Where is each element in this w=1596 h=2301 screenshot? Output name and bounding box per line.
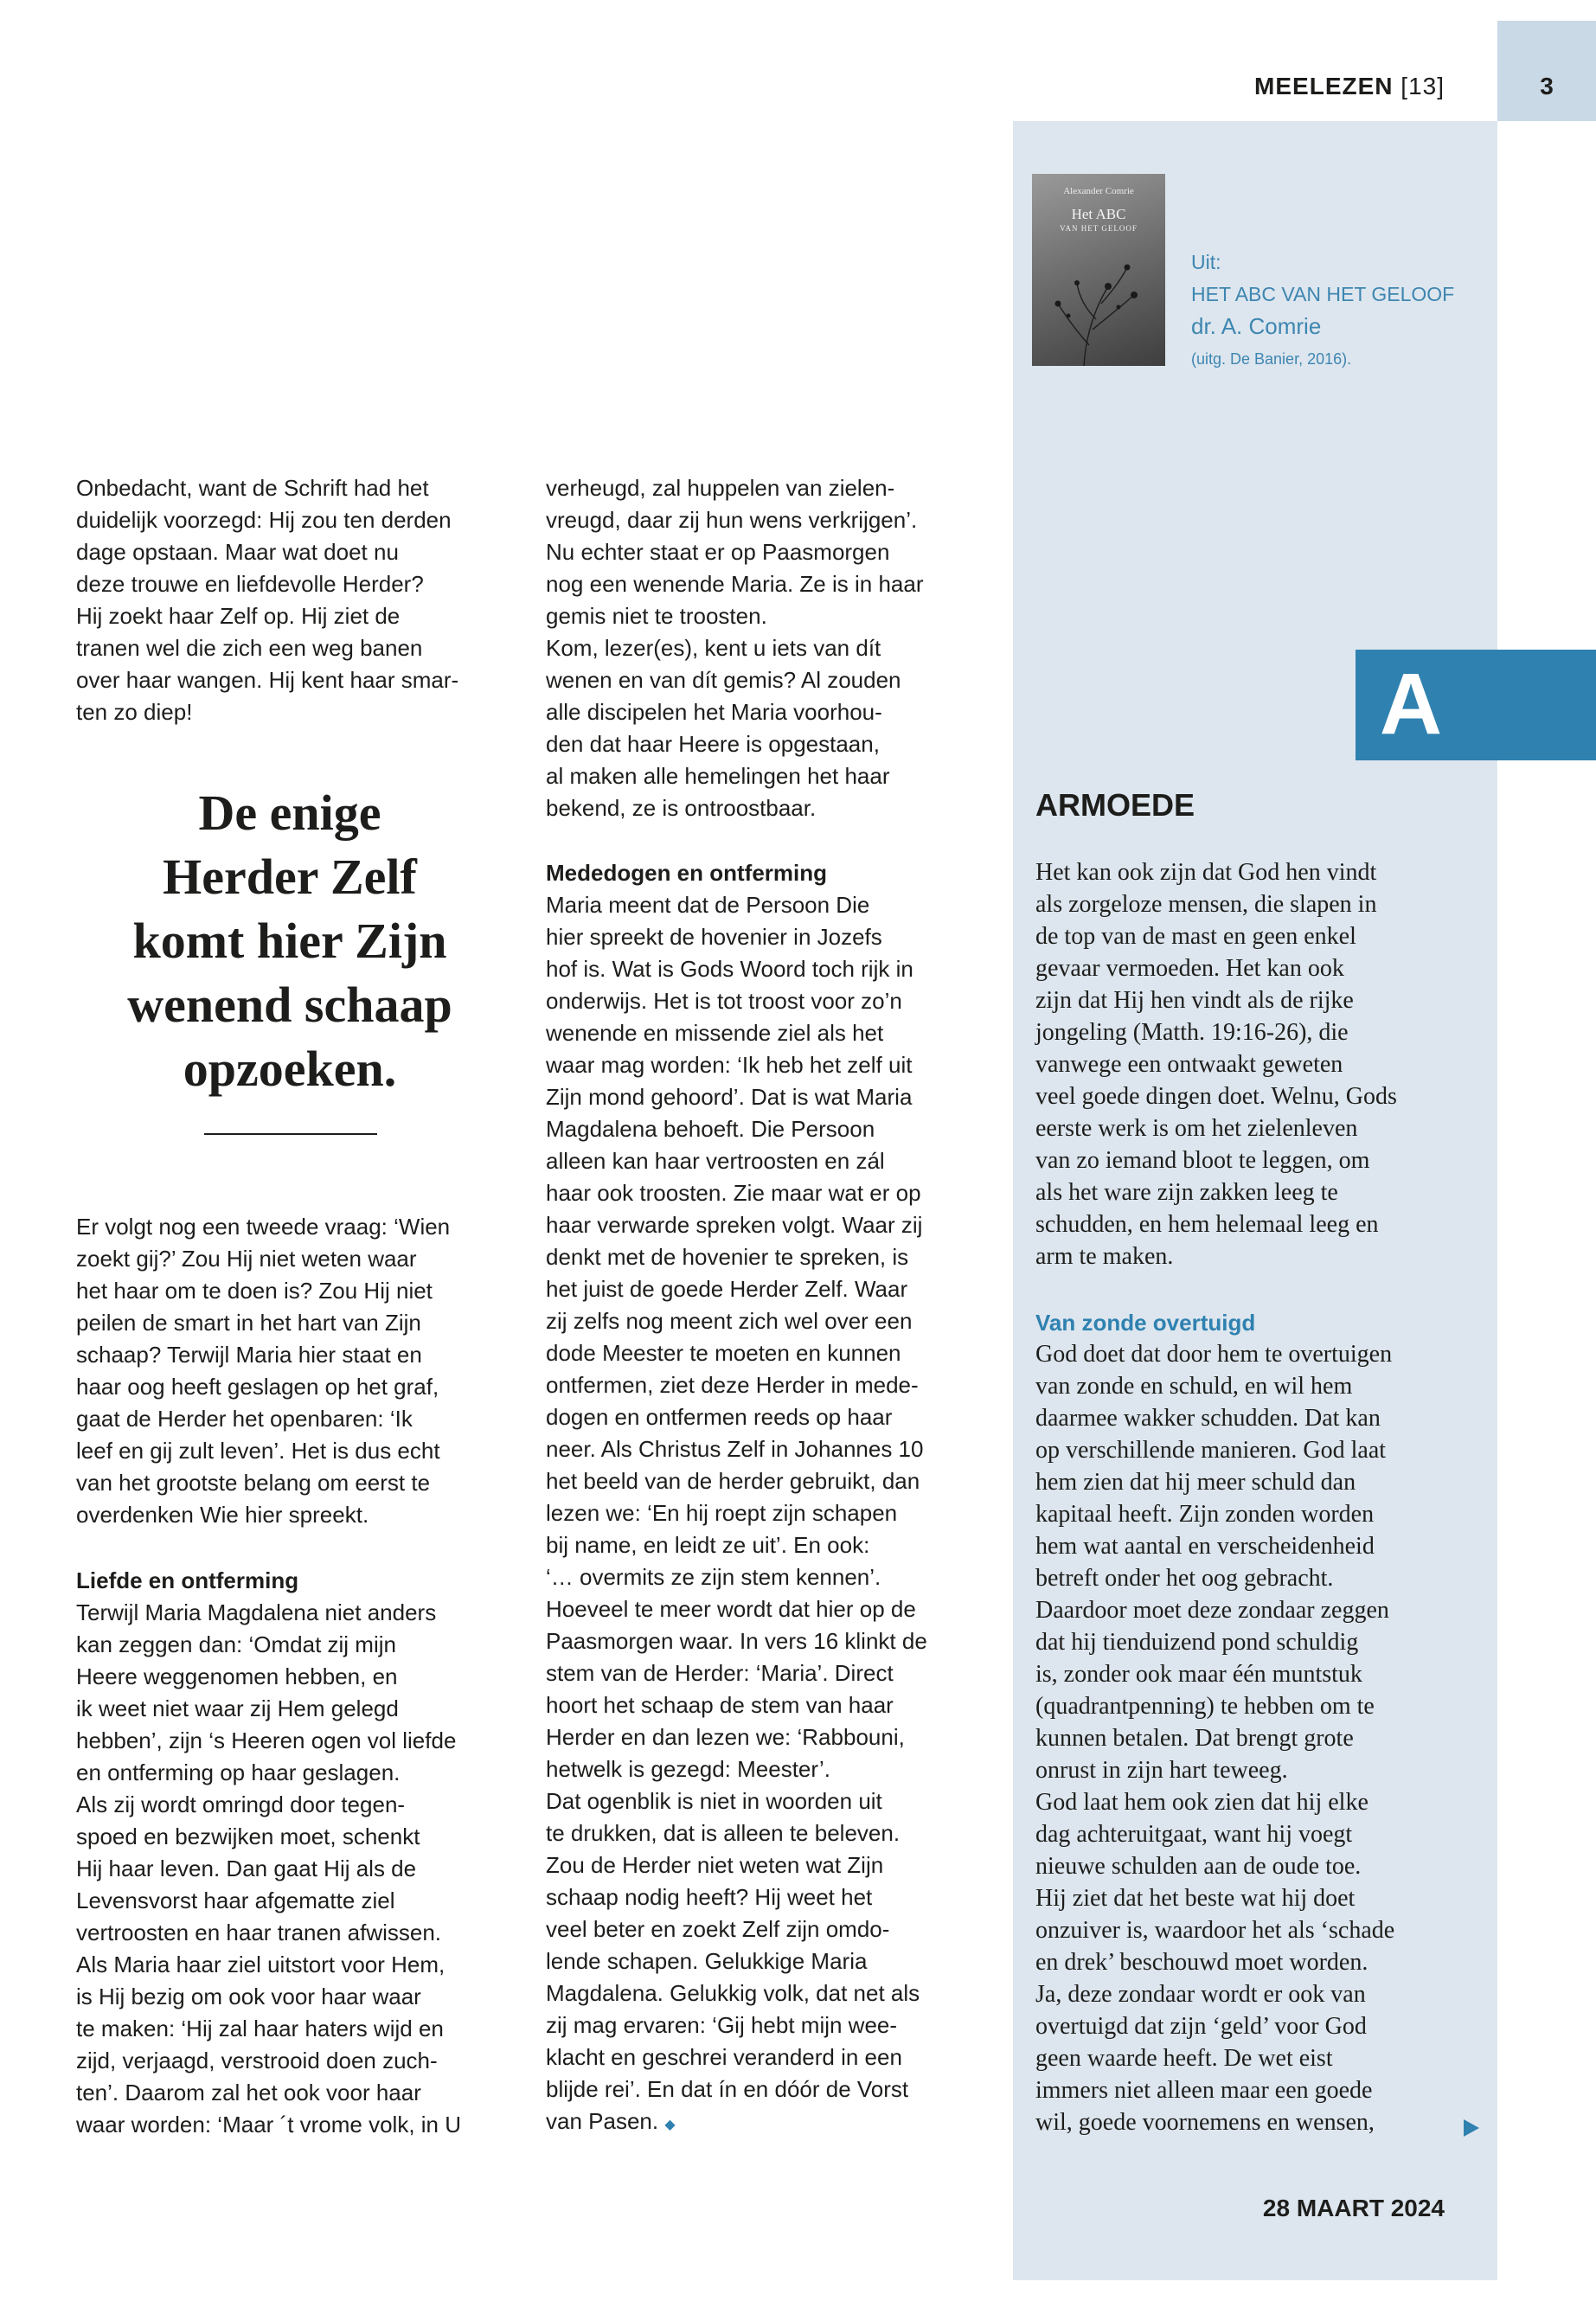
- issue-date: 28 MAART 2024: [1262, 2195, 1445, 2221]
- text-line: en ontferming op haar geslagen.: [76, 1759, 401, 1785]
- text-line: Magdalena behoeft. Die Persoon: [546, 1116, 875, 1142]
- text-line: God laat hem ook zien dat hij elke: [1035, 1789, 1368, 1816]
- text-line: waar mag worden: ‘Ik heb het zelf uit: [546, 1052, 913, 1078]
- text-line: Hij ziet dat het beste wat hij doet: [1035, 1885, 1356, 1912]
- book-cover-title: Het ABC: [1071, 206, 1126, 222]
- text-line: ‘… overmits ze zijn stem kennen’.: [546, 1564, 881, 1590]
- text-line: Ja, deze zondaar wordt er ook van: [1035, 1981, 1366, 2008]
- text-line: Hij haar leven. Dan gaat Hij als de: [76, 1856, 417, 1881]
- text-line: is Hij bezig om ook voor haar waar: [76, 1984, 421, 2009]
- text-line: hebben’, zijn ‘s Heeren ogen vol liefde: [76, 1727, 457, 1753]
- book-cover-subtitle: VAN HET GELOOF: [1060, 224, 1138, 233]
- running-header: [1228, 73, 1445, 100]
- text-line: denkt met de hovenier te spreken, is: [546, 1244, 909, 1270]
- pull-quote-line: wenend schaap: [127, 977, 452, 1033]
- text-line: arm te maken.: [1035, 1243, 1174, 1270]
- text-line: Herder en dan lezen we: ‘Rabbouni,: [546, 1724, 905, 1750]
- text-line: gevaar vermoeden. Het kan ook: [1035, 955, 1344, 982]
- text-line: verheugd, zal huppelen van zielen-: [546, 475, 895, 501]
- text-line: zoekt gij?’ Zou Hij niet weten waar: [76, 1246, 417, 1272]
- text-line: kunnen betalen. Dat brengt grote: [1035, 1725, 1354, 1752]
- text-line: hetwelk is gezegd: Meester’.: [546, 1756, 831, 1782]
- text-line: te drukken, dat is alleen te beleven.: [546, 1820, 901, 1846]
- text-line: Heere weggenomen hebben, en: [76, 1663, 398, 1689]
- book-cover-author: Alexander Comrie: [1063, 186, 1134, 196]
- text-line: Er volgt nog een tweede vraag: ‘Wien: [76, 1214, 451, 1240]
- pull-quote-line: komt hier Zijn: [132, 913, 447, 969]
- source-author: dr. A. Comrie: [1191, 313, 1322, 339]
- text-line: zij zelfs nog meent zich wel over een: [546, 1308, 913, 1334]
- section-heading: Liefde en ontferming: [76, 1567, 299, 1593]
- text-line: onrust in zijn hart teweeg.: [1035, 1757, 1288, 1784]
- text-line: het beeld van de herder gebruikt, dan: [546, 1468, 920, 1494]
- text-line: betreft onder het oog gebracht.: [1035, 1565, 1334, 1592]
- page-number: 3: [1540, 73, 1554, 99]
- text-line: tranen wel die zich een weg banen: [76, 635, 423, 661]
- pull-quote-divider: [204, 1133, 377, 1135]
- text-line: Zou de Herder niet weten wat Zijn: [546, 1852, 884, 1878]
- text-line: zijn dat Hij hen vindt als de rijke: [1035, 987, 1354, 1014]
- text-line: Levensvorst haar afgematte ziel: [76, 1888, 395, 1913]
- text-line: dat hij tienduizend pond schuldig: [1035, 1629, 1359, 1656]
- pull-quote-line: De enige: [198, 785, 381, 841]
- text-line: Onbedacht, want de Schrift had het: [76, 475, 429, 501]
- section-heading: Mededogen en ontferming: [546, 860, 827, 886]
- text-line: bekend, ze is ontroostbaar.: [546, 795, 817, 821]
- text-line: Paasmorgen waar. In vers 16 klinkt de: [546, 1628, 927, 1654]
- text-line: zijd, verjaagd, verstrooid doen zuch-: [76, 2048, 438, 2073]
- text-line: Als zij wordt omringd door tegen-: [76, 1791, 406, 1817]
- text-line: het juist de goede Herder Zelf. Waar: [546, 1276, 908, 1302]
- text-line: het haar om te doen is? Zou Hij niet: [76, 1278, 433, 1304]
- text-line: Nu echter staat er op Paasmorgen: [546, 539, 890, 565]
- text-line: dode Meester te moeten en kunnen: [546, 1340, 901, 1366]
- text-line: Daardoor moet deze zondaar zeggen: [1035, 1597, 1389, 1624]
- text-line: kan zeggen dan: ‘Omdat zij mijn: [76, 1631, 396, 1657]
- text-line: dogen en ontfermen reeds op haar: [546, 1404, 893, 1430]
- text-line: hof is. Wat is Gods Woord toch rijk in: [546, 956, 913, 982]
- text-line: wil, goede voornemens en wensen,: [1035, 2109, 1375, 2136]
- text-line: dage opstaan. Maar wat doet nu: [76, 539, 399, 565]
- source-prefix: Uit:: [1191, 251, 1221, 273]
- alphabet-letter: A: [1379, 656, 1443, 753]
- text-line: nog een wenende Maria. Ze is in haar: [546, 571, 924, 597]
- text-line: stem van de Herder: ‘Maria’. Direct: [546, 1660, 894, 1686]
- text-line: schudden, en hem helemaal leeg en: [1035, 1211, 1379, 1238]
- source-publisher: (uitg. De Banier, 2016).: [1191, 350, 1352, 368]
- text-line: Zijn mond gehoord’. Dat is wat Maria: [546, 1084, 913, 1110]
- text-line: klacht en geschrei veranderd in een: [546, 2044, 902, 2070]
- text-line: vanwege een ontwaakt geweten: [1035, 1051, 1343, 1078]
- text-line: over haar wangen. Hij kent haar smar-: [76, 667, 459, 693]
- sidebar-heading: ARMOEDE: [1035, 787, 1195, 823]
- text-line: God doet dat door hem te overtuigen: [1035, 1341, 1393, 1368]
- diamond-icon: ◆: [664, 2118, 676, 2132]
- text-line: schaap? Terwijl Maria hier staat en: [76, 1342, 422, 1368]
- text-line: te maken: ‘Hij zal haar haters wijd en: [76, 2016, 444, 2041]
- text-line: wenen en van dít gemis? Al zouden: [546, 667, 901, 693]
- text-line: alleen kan haar vertroosten en zál: [546, 1148, 885, 1174]
- text-line: neer. Als Christus Zelf in Johannes 10: [546, 1436, 924, 1462]
- text-line: van zo iemand bloot te leggen, om: [1035, 1147, 1370, 1174]
- plant-illustration: [1032, 243, 1165, 366]
- text-line: schaap nodig heeft? Hij weet het: [546, 1884, 873, 1910]
- text-line: daarmee wakker schudden. Dat kan: [1035, 1405, 1381, 1432]
- text-line: Maria meent dat de Persoon Die: [546, 892, 870, 918]
- text-line: gaat de Herder het openbaren: ‘Ik: [76, 1406, 413, 1432]
- issue-number: [13]: [1401, 73, 1445, 99]
- text-line: (quadrantpenning) te hebben om te: [1035, 1693, 1375, 1720]
- text-line: dag achteruitgaat, want hij voegt: [1035, 1821, 1353, 1848]
- text-line: en drek’ beschouwd moet worden.: [1035, 1949, 1368, 1976]
- text-line: als zorgeloze mensen, die slapen in: [1035, 891, 1377, 918]
- text-line: haar ook troosten. Zie maar wat er op: [546, 1180, 921, 1206]
- text-line: Dat ogenblik is niet in woorden uit: [546, 1788, 882, 1814]
- text-line: gemis niet te troosten.: [546, 603, 767, 629]
- text-line: van zonde en schuld, en wil hem: [1035, 1373, 1353, 1400]
- text-line: peilen de smart in het hart van Zijn: [76, 1310, 421, 1336]
- text-line-final: [546, 2108, 676, 2135]
- triangle-right-icon: [1462, 2118, 1481, 2138]
- pull-quote-line: Herder Zelf: [163, 849, 417, 905]
- text-line: lende schapen. Gelukkige Maria: [546, 1948, 868, 1974]
- text-line: vreugd, daar zij hun wens verkrijgen’.: [546, 507, 918, 533]
- pull-quote-line: opzoeken.: [183, 1041, 397, 1097]
- text-line: kapitaal heeft. Zijn zonden worden: [1035, 1501, 1375, 1528]
- text-line: ik weet niet waar zij Hem gelegd: [76, 1695, 399, 1721]
- text-line: immers niet alleen maar een goede: [1035, 2077, 1373, 2104]
- text-line: Hij zoekt haar Zelf op. Hij ziet de: [76, 603, 401, 629]
- text-line: Als Maria haar ziel uitstort voor Hem,: [76, 1952, 445, 1977]
- sidebar-subheading: Van zonde overtuigd: [1035, 1310, 1256, 1336]
- text-line: veel beter en zoekt Zelf zijn omdo-: [546, 1916, 890, 1942]
- text-line: onzuiver is, waardoor het als ‘schade: [1035, 1917, 1395, 1944]
- text-line: veel goede dingen doet. Welnu, Gods: [1035, 1083, 1397, 1110]
- book-cover-image: [1032, 174, 1165, 366]
- text-line: blijde rei’. En dat ín en dóór de Vorst: [546, 2076, 909, 2102]
- text-line: jongeling (Matth. 19:16-26), die: [1035, 1019, 1349, 1046]
- page-number-tab: [1497, 21, 1596, 121]
- text-line: spoed en bezwijken moet, schenkt: [76, 1823, 420, 1849]
- text-line: wenende en missende ziel als het: [546, 1020, 884, 1046]
- text-line: hoort het schaap de stem van haar: [546, 1692, 894, 1718]
- text-line: deze trouwe en liefdevolle Herder?: [76, 571, 424, 597]
- text-line: den dat haar Heere is opgestaan,: [546, 731, 880, 757]
- text-line: de top van de mast en geen enkel: [1035, 923, 1356, 950]
- text-line: al maken alle hemelingen het haar: [546, 763, 890, 789]
- text-line: duidelijk voorzegd: Hij zou ten derden: [76, 507, 452, 533]
- text-line: hem zien dat hij meer schuld dan: [1035, 1469, 1356, 1496]
- text-line: hier spreekt de hovenier in Jozefs: [546, 924, 882, 950]
- source-book-title: HET ABC VAN HET GELOOF: [1191, 283, 1455, 305]
- text-line: alle discipelen het Maria voorhou-: [546, 699, 882, 725]
- text-line: geen waarde heeft. De wet eist: [1035, 2045, 1333, 2072]
- text-line: Het kan ook zijn dat God hen vindt: [1035, 859, 1377, 886]
- text-line: eerste werk is om het zielenleven: [1035, 1115, 1358, 1142]
- text-line: haar verwarde spreken volgt. Waar zij: [546, 1212, 923, 1238]
- text-line: Kom, lezer(es), kent u iets van dít: [546, 635, 881, 661]
- text-line: nieuwe schulden aan de oude toe.: [1035, 1853, 1362, 1880]
- text-line: zij mag ervaren: ‘Gij hebt mijn wee-: [546, 2012, 898, 2038]
- text-line: Hoeveel te meer wordt dat hier op de: [546, 1596, 916, 1622]
- text-line: leef en gij zult leven’. Het is dus echt: [76, 1438, 440, 1464]
- text-line: als het ware zijn zakken leeg te: [1035, 1179, 1338, 1206]
- text-line: haar oog heeft geslagen op het graf,: [76, 1374, 439, 1400]
- section-title: MEELEZEN: [1254, 73, 1394, 99]
- text-line: ontfermen, ziet deze Herder in mede-: [546, 1372, 919, 1398]
- text-line: bij name, en leidt ze uit’. En ook:: [546, 1532, 870, 1558]
- text-line: ten’. Daarom zal het ook voor haar: [76, 2080, 421, 2106]
- text-line: op verschillende manieren. God laat: [1035, 1437, 1387, 1464]
- text-line: lezen we: ‘En hij roept zijn schapen: [546, 1500, 898, 1526]
- final-text: van Pasen.: [546, 2108, 659, 2134]
- text-line: Terwijl Maria Magdalena niet anders: [76, 1599, 437, 1625]
- text-line: onderwijs. Het is tot troost voor zo’n: [546, 988, 902, 1014]
- text-line: van het grootste belang om eerst te: [76, 1470, 431, 1496]
- text-line: overtuigd dat zijn ‘geld’ voor God: [1035, 2013, 1367, 2040]
- text-line: waar worden: ‘Maar ´t vrome volk, in U: [76, 2112, 462, 2138]
- text-line: vertroosten en haar tranen afwissen.: [76, 1920, 442, 1945]
- text-line: hem wat aantal en verscheidenheid: [1035, 1533, 1375, 1560]
- text-line: is, zonder ook maar één muntstuk: [1035, 1661, 1362, 1688]
- text-line: Magdalena. Gelukkig volk, dat net als: [546, 1980, 920, 2006]
- text-line: ten zo diep!: [76, 699, 193, 725]
- text-line: overdenken Wie hier spreekt.: [76, 1502, 369, 1528]
